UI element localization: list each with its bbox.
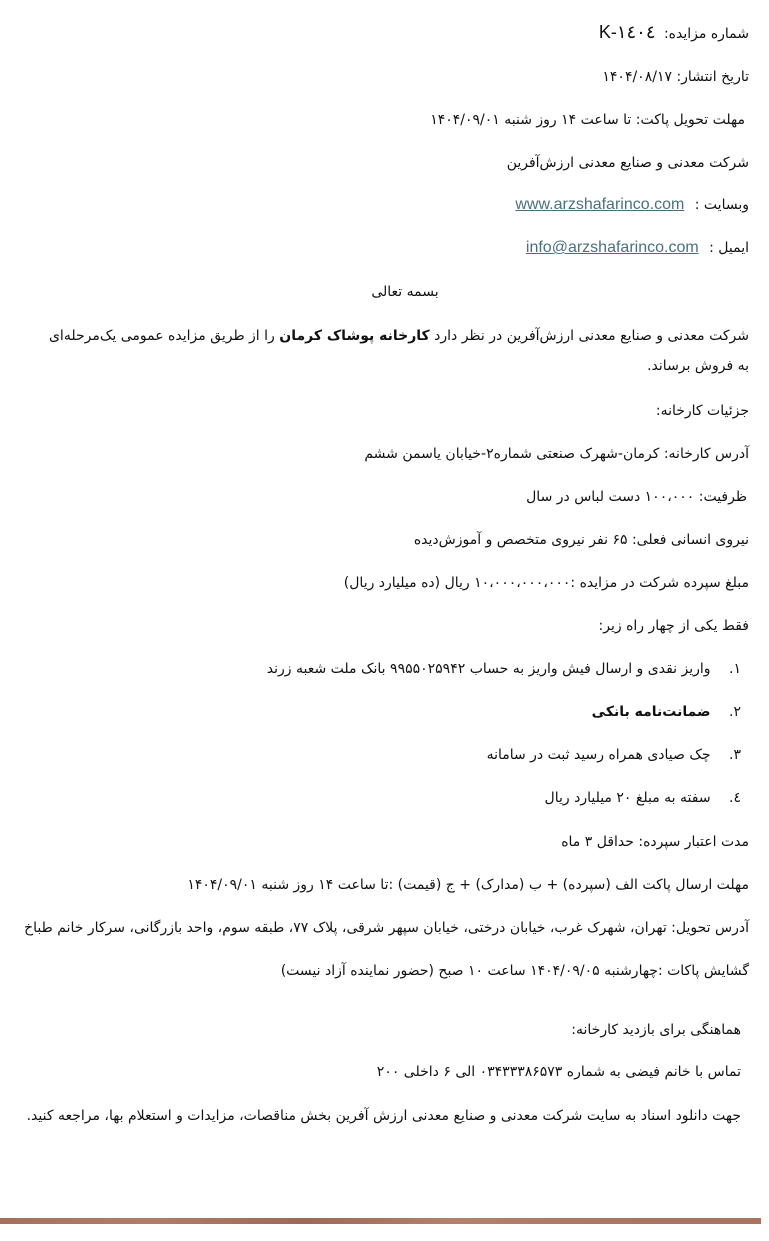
intro-factory-name: کارخانه پوشاک کرمان (279, 328, 430, 344)
deposit-amount: مبلغ سپرده شرکت در مزایده :۱۰،۰۰۰،۰۰۰،۰۰۰ ریال (ده میلیارد ریال) (343, 575, 749, 591)
delivery-address: آدرس تحویل: تهران، شهرک غرب، خیابان درختی، خیابان سپهر شرقی، پلاک ۷۷، طبقه سوم، واحد بازرگانی، سرکار خانم طباخ (24, 920, 749, 936)
auction-number-label: شماره مزایده: (663, 26, 749, 42)
publish-date-value: ۱۴۰۴/۰۸/۱۷ (602, 69, 672, 85)
list-number: ۳. (729, 747, 741, 763)
payment-option-1 (267, 659, 741, 679)
intro-paragraph (44, 321, 749, 381)
envelope-deadline: مهلت ارسال پاکت الف (سپرده) + ب (مدارک) + ج (قیمت) :تا ساعت ۱۴ روز شنبه ۱۴۰۴/۰۹/۰۱ (187, 877, 749, 893)
payment-options-heading: فقط یکی از چهار راه زیر: (598, 618, 749, 634)
list-text: سفته به مبلغ ۲۰ میلیارد ریال (544, 790, 711, 806)
list-number: ٤. (729, 790, 741, 806)
email-link[interactable]: info@arzshafarinco.com (525, 239, 699, 256)
deposit-validity: مدت اعتبار سپرده: حداقل ۳ ماه (561, 834, 749, 850)
download-note: جهت دانلود اسناد به سایت شرکت معدنی و صنایع معدنی ارزش آفرین بخش مناقصات، مزایدات و استعلام بها، مراجعه کنید. (26, 1108, 741, 1124)
salutation: بسمه تعالی (371, 284, 439, 300)
bottom-decorative-bar (0, 1218, 761, 1224)
website-line (515, 195, 749, 215)
opening-date: گشایش پاکات :چهارشنبه ۱۴۰۴/۰۹/۰۵ ساعت ۱۰ صبح (حضور نماینده آزاد نیست) (280, 963, 749, 979)
deadline-label: مهلت تحویل پاکت: (635, 112, 745, 128)
company-name: شرکت معدنی و صنایع معدنی ارزش‌آفرین (506, 155, 749, 171)
auction-number-value: K-۱٤۰٤ (598, 22, 656, 42)
payment-option-2 (592, 702, 741, 722)
auction-number-line (599, 22, 749, 44)
visit-contact: تماس با خانم فیضی به شماره ۰۳۴۳۳۳۸۶۵۷۳ الی ۶ داخلی ۲۰۰ (376, 1064, 741, 1080)
capacity: ظرفیت: ۱۰۰،۰۰۰ دست لباس در سال (526, 489, 747, 505)
visit-heading: هماهنگی برای بازدید کارخانه: (571, 1022, 741, 1038)
deadline-value: تا ساعت ۱۴ روز شنبه ۱۴۰۴/۰۹/۰۱ (430, 112, 632, 128)
list-text: چک صیادی همراه رسید ثبت در سامانه (486, 747, 711, 763)
website-label: وبسایت : (694, 197, 749, 213)
website-link[interactable]: www.arzshafarinco.com (515, 196, 685, 213)
factory-details-heading: جزئیات کارخانه: (655, 403, 749, 419)
payment-option-4 (545, 788, 741, 808)
list-number: ۲. (729, 704, 741, 720)
publish-date-line (602, 67, 749, 87)
factory-address: آدرس کارخانه: کرمان-شهرک صنعتی شماره۲-خیابان یاسمن ششم (364, 446, 749, 462)
workforce: نیروی انسانی فعلی: ۶۵ نفر نیروی متخصص و آموزش‌دیده (413, 532, 749, 548)
list-number: ۱. (729, 661, 741, 677)
list-text: واریز نقدی و ارسال فیش واریز به حساب ۹۹۵۵۰۲۵۹۴۲ بانک ملت شعبه زرند (266, 661, 711, 677)
intro-text-2: را از طریق مزایده عمومی یک‌مرحله‌ای به فروش برساند. (48, 328, 749, 374)
list-text: ضمانت‌نامه بانکی (591, 704, 711, 720)
publish-date-label: تاریخ انتشار: (676, 69, 749, 85)
payment-option-3 (487, 745, 741, 765)
intro-text-1: شرکت معدنی و صنایع معدنی ارزش‌آفرین در نظر دارد (429, 328, 749, 344)
email-label: ایمیل : (709, 240, 749, 256)
email-line (526, 238, 749, 258)
deadline-line (430, 110, 745, 130)
